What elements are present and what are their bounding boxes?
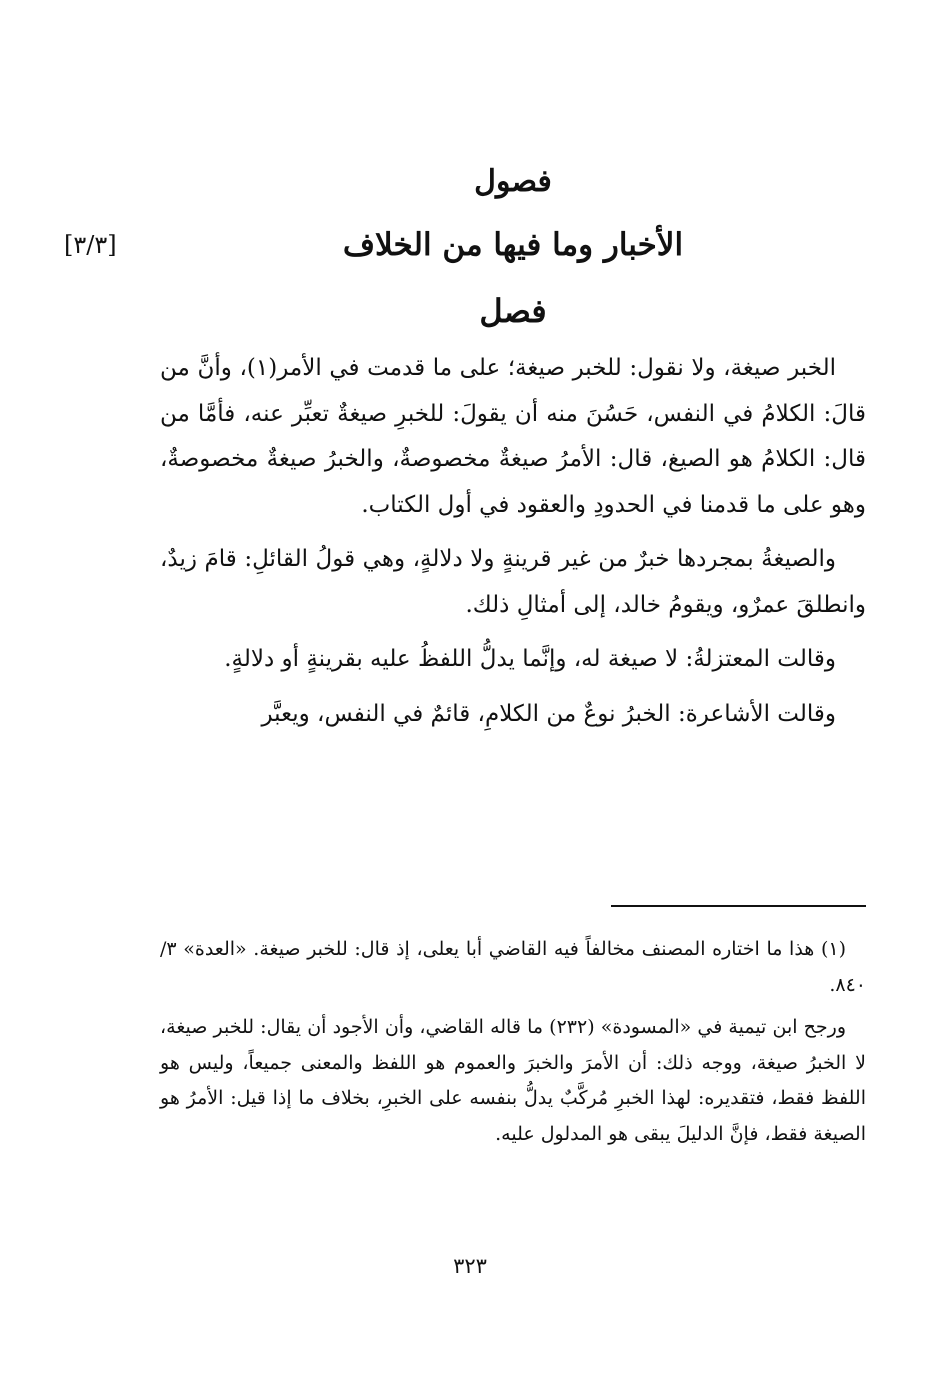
section-title: فصول: [474, 164, 552, 199]
paragraph: وقالت المعتزلةُ: لا صيغة له، وإنَّما يدلُّ اللفظُ عليه بقرينةٍ أو دلالةٍ.: [224, 646, 836, 672]
main-text: [160, 346, 866, 746]
footnote: (١) هذا ما اختاره المصنف مخالفاً فيه القاضي أبا يعلى، إذ قال: للخبر صيغة. «العدة» ٣/ ٨٤٠.: [160, 938, 866, 996]
footnote-divider: [611, 905, 866, 907]
paragraph: والصيغةُ بمجردها خبرٌ من غير قرينةٍ ولا دلالةٍ، وهي قولُ القائلِ: قامَ زيدٌ، وانطلقَ عمرٌو، ويقومُ خالد، إلى أمثالِ ذلك.: [160, 546, 866, 618]
page-number: ٣٢٣: [453, 1254, 487, 1278]
paragraph: وقالت الأشاعرة: الخبرُ نوعٌ من الكلامِ، قائمٌ في النفس، ويعبَّر: [261, 700, 836, 727]
subsection-title: فصل: [479, 292, 547, 330]
footnotes: [160, 932, 866, 1159]
paragraph: الخبر صيغة، ولا نقول: للخبر صيغة؛ على ما قدمت في الأمر(١)، وأنَّ من قالَ: الكلامُ في النفس، حَسُنَ منه أن يقولَ: للخبرِ صيغةٌ تعبِّر عنه، فأمَّا من قال: الكلامُ هو الصيغ، قال: الأمرُ صيغةٌ مخصوصةٌ، والخبرُ صيغةٌ مخصوصةٌ، وهو على ما قدمنا في الحدودِ والعقود في أول الكتاب.: [160, 355, 866, 518]
margin-reference: [٣/٣]: [64, 231, 117, 259]
chapter-title: الأخبار وما فيها من الخلاف: [342, 227, 684, 263]
footnote-continuation: ورجح ابن تيمية في «المسودة» (٢٣٢) ما قاله القاضي، وأن الأجود أن يقال: للخبر صيغة، لا الخبرُ صيغة، ووجه ذلك: أن الأمرَ والخبرَ والعموم هو اللفظ والمعنى جميعاً، وليس هو اللفظ فقط، فتقديره: لهذا الخبرِ مُركَّبٌ يدلُّ بنفسه على الخبرِ، بخلاف ما إذا قيل: الأمرُ هو الصيغة فقط، فإنَّ الدليلَ يبقى هو المدلول عليه.: [160, 1016, 866, 1145]
